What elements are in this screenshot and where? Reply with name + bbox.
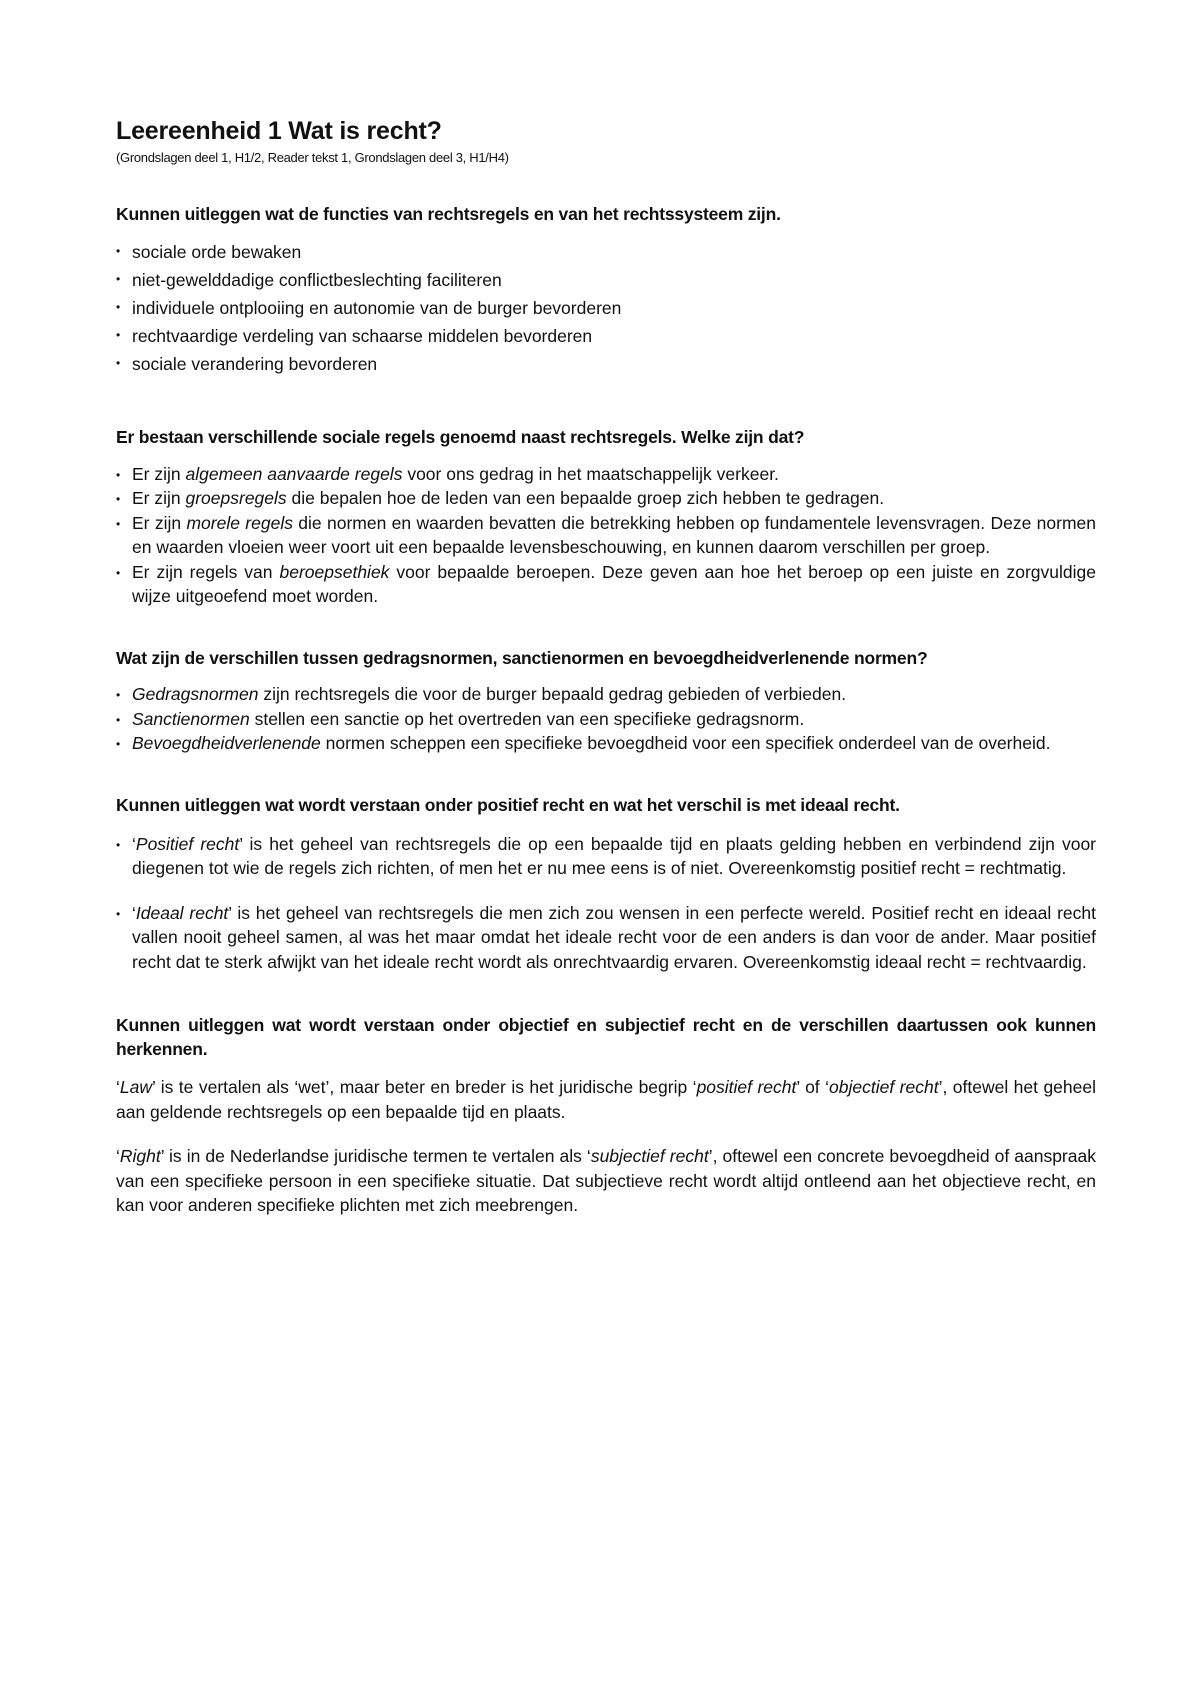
page-subtitle: (Grondslagen deel 1, H1/2, Reader tekst 1, Grondslagen deel 3, H1/H4) [116,149,509,165]
list-item: • rechtvaardige verdeling van schaarse middelen bevorderen [116,322,1096,350]
list-item: • ‘Positief recht’ is het geheel van rechtsregels die op een bepaalde tijd en plaats gelding hebben en verbindend zijn voor diegenen tot wie de regels zich richten, of men het er nu mee eens is of niet. Overeenkomstig positief recht = rechtmatig. [116,832,1096,881]
section-1-list [116,238,1096,378]
list-item: • ‘Ideaal recht’ is het geheel van rechtsregels die men zich zou wensen in een perfecte wereld. Positief recht en ideaal recht vallen nooit geheel samen, al was het maar omdat het ideale recht voor de een anders is dan voor de ander. Maar positief recht dat te sterk afwijkt van het ideale recht wordt als onrechtvaardig ervaren. Overeenkomstig ideaal recht = rechtvaardig. [116,901,1096,975]
list-item: • Sanctienormen stellen een sanctie op het overtreden van een specifieke gedragsnorm. [116,707,1096,732]
paragraph-law: ‘Law’ is te vertalen als ‘wet’, maar beter en breder is het juridische begrip ‘positief recht’ of ‘objectief recht’, oftewel het geheel aan geldende rechtsregels op een bepaalde tijd en plaats. [116,1077,1097,1122]
list-item: • Bevoegdheidverlenende normen scheppen een specifieke bevoegdheid voor een specifiek onderdeel van de overheid. [116,731,1096,756]
list-item: • Er zijn algemeen aanvaarde regels voor ons gedrag in het maatschappelijk verkeer. [116,462,1096,487]
section-2-list [116,462,1096,609]
list-item: • Er zijn regels van beroepsethiek voor bepaalde beroepen. Deze geven aan hoe het beroep op een juiste en zorgvuldige wijze uitgeoefend moet worden. [116,560,1096,609]
section-3-heading: Wat zijn de verschillen tussen gedragsnormen, sanctienormen en bevoegdheidverlenende normen? [116,647,928,668]
list-item: • niet-gewelddadige conflictbeslechting faciliteren [116,266,1096,294]
section-5-heading: Kunnen uitleggen wat wordt verstaan onder objectief en subjectief recht en de verschillen daartussen ook kunnen herkennen. [116,1015,1096,1059]
list-item: • Er zijn groepsregels die bepalen hoe de leden van een bepaalde groep zich hebben te gedragen. [116,486,1096,511]
section-1-heading: Kunnen uitleggen wat de functies van rechtsregels en van het rechtssysteem zijn. [116,203,781,224]
list-item: • Gedragsnormen zijn rechtsregels die voor de burger bepaald gedrag gebieden of verbieden. [116,682,1096,707]
list-item: • sociale verandering bevorderen [116,350,1096,378]
list-item: • sociale orde bewaken [116,238,1096,266]
page-title: Leereenheid 1 Wat is recht? [116,117,442,145]
section-4-list [116,832,1096,975]
section-3-list [116,682,1096,756]
list-item: • Er zijn morele regels die normen en waarden bevatten die betrekking hebben op fundamentele levensvragen. Deze normen en waarden vloeien weer voort uit een bepaalde levensbeschouwing, en kunnen daarom verschillen per groep. [116,511,1096,560]
paragraph-right: ‘Right’ is in de Nederlandse juridische termen te vertalen als ‘subjectief recht’, oftewel een concrete bevoegdheid of aanspraak van een specifieke persoon in een specifieke situatie. Dat subjectieve recht wordt altijd ontleend aan het objectieve recht, en kan voor anderen specifieke plichten met zich meebrengen. [116,1146,1096,1216]
list-item: • individuele ontplooiing en autonomie van de burger bevorderen [116,294,1096,322]
section-2-heading: Er bestaan verschillende sociale regels genoemd naast rechtsregels. Welke zijn dat? [116,427,805,448]
section-4-heading: Kunnen uitleggen wat wordt verstaan onder positief recht en wat het verschil is met ideaal recht. [116,794,900,815]
